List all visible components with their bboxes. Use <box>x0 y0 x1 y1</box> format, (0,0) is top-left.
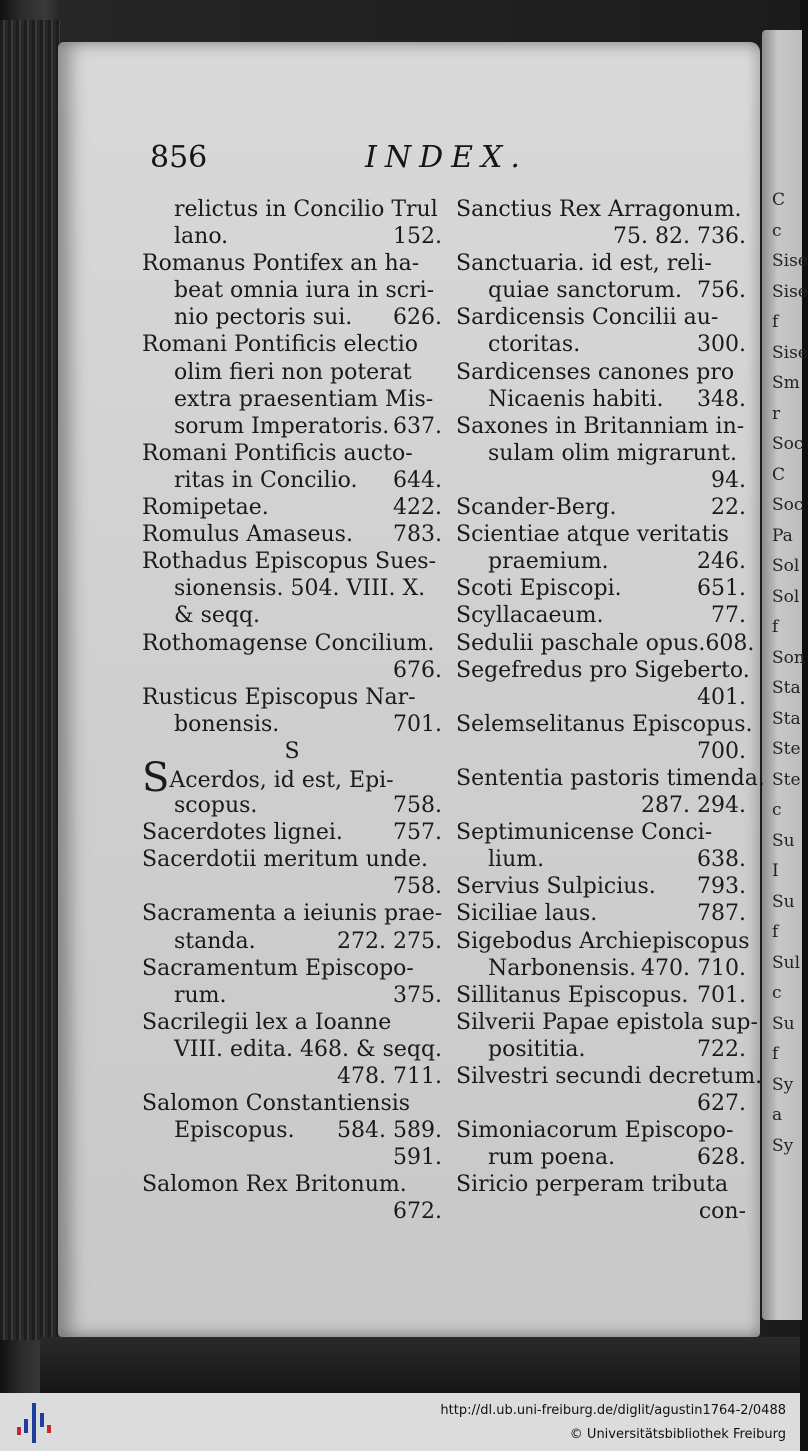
entry-text: lium. <box>488 847 545 873</box>
entry-text: Sanctuaria. id est, reli- <box>456 251 712 277</box>
entry-page-ref: 701. <box>697 982 746 1008</box>
index-entry-line <box>456 630 755 657</box>
entry-page-ref: 375. <box>393 982 442 1008</box>
entry-text: Sacramentum Episcopo- <box>142 955 414 981</box>
index-entry-line <box>142 982 442 1009</box>
entry-text: Sillitanus Episcopus. <box>456 982 689 1008</box>
next-page-fragment: f <box>772 1044 779 1064</box>
entry-text: Segefredus pro Sigeberto. <box>456 657 750 683</box>
index-entry-line <box>142 548 442 575</box>
entry-page-ref: 300. <box>697 332 746 358</box>
index-entry-line <box>142 846 442 873</box>
entry-text: 591. <box>393 1145 442 1171</box>
entry-page-ref: 701. <box>393 711 442 737</box>
entry-text: Siricio perperam tributa <box>456 1172 729 1198</box>
entry-text: Sacrilegii lex a Ioanne <box>142 1009 392 1035</box>
index-entry-line <box>456 494 746 521</box>
entry-page-ref: 272. 275. <box>337 928 442 954</box>
next-page-fragment: Soc <box>772 495 804 515</box>
entry-text: relictus in Concilio Trul <box>174 197 438 222</box>
entry-text: sorum Imperatoris. <box>174 413 390 439</box>
entry-text: 478. 711. <box>337 1064 442 1089</box>
entry-text: Episcopus. <box>174 1118 295 1144</box>
entry-text: Silverii Papae epistola sup- <box>456 1009 758 1035</box>
index-entry-line <box>456 900 746 927</box>
next-page-fragment: Su <box>772 1013 795 1034</box>
entry-text: standa. <box>174 928 256 954</box>
entry-text: Romanus Pontifex an ha- <box>142 251 420 277</box>
index-column-right <box>456 196 765 1226</box>
entry-text: olim fieri non poterat <box>174 359 412 385</box>
index-entry-line <box>142 955 442 982</box>
next-page-fragment: Su <box>772 891 795 912</box>
entry-text: bonensis. <box>174 711 280 737</box>
next-page-fragment: Pa <box>772 525 793 546</box>
index-entry-line <box>456 467 746 494</box>
index-entry-line <box>456 1090 746 1117</box>
entry-text: nio pectoris sui. <box>174 305 353 331</box>
index-entry-line <box>456 846 746 873</box>
index-entry-line <box>456 359 746 386</box>
index-entry-line <box>142 440 442 467</box>
index-entry-line <box>142 792 442 819</box>
entry-text: Nicaenis habiti. <box>488 386 664 412</box>
entry-text: beat omnia iura in scri- <box>174 278 435 304</box>
entry-text: Sacramenta a ieiunis prae- <box>142 901 443 927</box>
entry-page-ref: 608. <box>705 630 755 656</box>
entry-page-ref: 722. <box>697 1036 746 1062</box>
index-entry-line <box>456 548 746 575</box>
index-entry-line <box>456 386 746 413</box>
index-entry-line <box>142 1063 442 1090</box>
entry-text: 672. <box>393 1199 442 1225</box>
entry-text: scopus. <box>174 793 258 819</box>
index-entry-line <box>142 521 442 548</box>
index-entry-line <box>142 277 442 304</box>
entry-text: quiae sanctorum. <box>488 278 682 304</box>
entry-text: Selemselitanus Episcopus. <box>456 711 753 737</box>
index-entry-line <box>456 928 750 955</box>
ub-freiburg-logo-icon <box>14 1401 54 1445</box>
entry-page-ref: 637. <box>393 413 442 439</box>
entry-text: ritas in Concilio. <box>174 467 358 493</box>
entry-text: Rothomagense Concilium. <box>142 630 435 656</box>
entry-page-ref: 584. 589. <box>337 1118 442 1144</box>
next-page-fragment: Sta <box>772 708 801 729</box>
footer-bar <box>0 1393 800 1451</box>
entry-text: Scoti Episcopi. <box>456 576 622 602</box>
index-entry-line <box>456 602 746 629</box>
entry-text: rum. <box>174 982 227 1008</box>
entry-text: Servius Sulpicius. <box>456 874 656 900</box>
entry-page-ref: 22. <box>711 495 746 521</box>
index-entry-line <box>142 1171 442 1198</box>
index-entry-line <box>142 223 442 250</box>
entry-page-ref: 651. <box>697 576 746 602</box>
index-entry-line <box>456 982 746 1009</box>
index-entry-line <box>142 386 442 413</box>
entry-page-ref: 638. <box>697 847 746 873</box>
entry-page-ref: 758. <box>393 793 442 819</box>
index-column-left <box>142 196 442 1226</box>
next-page-fragment: Sol <box>772 586 800 607</box>
entry-text: Septimunicense Conci- <box>456 820 713 846</box>
entry-text: 287. 294. <box>641 793 746 819</box>
index-entry-line <box>456 1198 746 1225</box>
entry-text: 401. <box>697 684 746 710</box>
index-entry-line <box>142 467 442 494</box>
entry-text: Sententia pastoris timenda. <box>456 765 765 791</box>
index-entry-line <box>456 331 746 358</box>
entry-text: sionensis. 504. VIII. X. <box>174 576 426 602</box>
index-entry-line <box>456 792 746 819</box>
index-entry-line <box>456 1009 758 1036</box>
index-entry-line <box>142 250 442 277</box>
entry-text: Salomon Constantiensis <box>142 1091 411 1117</box>
page-bottom-shadow <box>40 1337 800 1393</box>
entry-text: 94. <box>711 467 746 493</box>
index-entry-line <box>142 819 442 846</box>
next-page-fragment: f <box>772 617 779 637</box>
index-entry-line <box>142 413 442 440</box>
next-page-fragment: Sm <box>772 373 800 393</box>
entry-text: Scyllacaeum. <box>456 603 604 629</box>
entry-text: Sacerdotii meritum unde. <box>142 847 429 873</box>
index-entry-line <box>142 1144 442 1171</box>
index-entry-line <box>142 630 442 657</box>
entry-text: sulam olim migrarunt. <box>488 440 737 466</box>
entry-text: Rusticus Episcopus Nar- <box>142 684 416 710</box>
next-page-fragment: C <box>772 190 786 210</box>
entry-text: Siciliae laus. <box>456 901 598 927</box>
index-entry-line <box>456 1144 746 1171</box>
entry-text: Sacerdotes lignei. <box>142 820 343 846</box>
index-entry-line <box>456 657 750 684</box>
entry-text: 75. 82. 736. <box>613 224 746 250</box>
index-entry-line <box>142 657 442 684</box>
entry-text: Scander-Berg. <box>456 495 617 521</box>
index-entry-line <box>142 1117 442 1144</box>
entry-page-ref: 152. <box>393 224 442 250</box>
next-page-fragment: Sul <box>772 952 801 973</box>
index-entry-line <box>142 873 442 900</box>
entry-text: con- <box>698 1199 746 1225</box>
entry-page-ref: 793. <box>697 874 746 900</box>
index-entry-line <box>456 277 746 304</box>
index-entry-line <box>456 738 746 765</box>
next-page-fragment: Sise <box>772 251 808 271</box>
index-entry-line <box>456 440 746 467</box>
next-page-fragment: c <box>772 983 782 1003</box>
entry-text: VIII. edita. 468. & seqq. <box>174 1036 443 1062</box>
entry-text: Romipetae. <box>142 495 269 521</box>
next-page-fragment: Sy <box>772 1074 794 1095</box>
entry-text: Salomon Rex Britonum. <box>142 1172 407 1198</box>
entry-text: 700. <box>697 738 746 764</box>
index-entry-line <box>456 250 746 277</box>
index-entry-line <box>456 819 746 846</box>
entry-text: Romulus Amaseus. <box>142 522 353 548</box>
entry-text: Sardicenses canones pro <box>456 359 735 385</box>
entry-text: 758. <box>393 874 442 900</box>
next-page-fragment: c <box>772 800 782 820</box>
entry-text: Romani Pontificis electio <box>142 332 419 358</box>
entry-text: posititia. <box>488 1036 586 1062</box>
index-entry-line <box>456 1117 746 1144</box>
entry-text: 627. <box>697 1091 746 1117</box>
index-entry-line <box>142 711 442 738</box>
entry-page-ref: 756. <box>697 278 746 304</box>
next-page-fragment: Sol <box>772 556 800 576</box>
index-entry-line <box>142 331 442 358</box>
entry-text: ctoritas. <box>488 332 581 358</box>
index-entry-line <box>142 602 442 629</box>
index-entry-line <box>456 711 753 738</box>
index-entry-line <box>142 1090 442 1117</box>
entry-text: rum poena. <box>488 1145 616 1171</box>
entry-text: Sardicensis Concilii au- <box>456 305 719 331</box>
index-entry-line <box>142 494 442 521</box>
section-letter: S <box>284 738 300 764</box>
next-page-fragment: Sy <box>772 1135 794 1156</box>
index-entry-line <box>142 684 442 711</box>
index-entry-line <box>142 359 442 386</box>
next-page-fragment: C <box>772 464 786 485</box>
index-entry-line <box>142 1036 442 1063</box>
index-entry-line <box>142 1009 442 1036</box>
entry-text: extra praesentiam Mis- <box>174 386 434 412</box>
index-entry-line <box>456 955 746 982</box>
index-entry-line <box>142 928 442 955</box>
next-page-fragment: Ste <box>772 769 801 790</box>
index-entry-line <box>142 196 442 223</box>
footer-url[interactable]: http://dl.ub.uni-freiburg.de/diglit/agustin1764-2/0488 <box>440 1403 786 1418</box>
entry-page-ref: 757. <box>393 820 442 846</box>
entry-page-ref: 422. <box>393 495 442 521</box>
entry-text: Silvestri secundi decretum. <box>456 1064 763 1089</box>
index-entry-line <box>142 1198 442 1225</box>
entry-page-ref: 644. <box>393 467 442 493</box>
entry-text: Acerdos, id est, Epi- <box>169 767 394 793</box>
next-page-fragment: Ste <box>772 739 801 759</box>
next-page-edge <box>762 30 802 1320</box>
next-page-fragment: r <box>772 403 781 424</box>
entry-text: Narbonensis. <box>488 955 637 981</box>
running-title: INDEX. <box>365 140 528 175</box>
index-entry-line <box>142 304 442 331</box>
page-number: 856 <box>150 140 208 175</box>
next-page-fragment: Sise <box>772 281 808 302</box>
next-page-fragment: f <box>772 312 779 332</box>
index-entry-line <box>142 900 442 927</box>
entry-text: Romani Pontificis aucto- <box>142 440 413 466</box>
entry-text: Simoniacorum Episcopo- <box>456 1118 734 1144</box>
index-entry-line <box>456 765 765 792</box>
entry-page-ref: 783. <box>393 522 442 548</box>
entry-page-ref: 628. <box>697 1145 746 1171</box>
index-entry-line <box>456 575 746 602</box>
footer-credit: © Universitätsbibliothek Freiburg <box>569 1427 786 1442</box>
index-entry-line <box>456 1171 746 1198</box>
next-page-fragment: Sta <box>772 678 801 698</box>
index-entry-line <box>456 873 746 900</box>
index-entry-line <box>142 575 442 602</box>
entry-text: Sigebodus Archiepiscopus <box>456 928 750 954</box>
next-page-fragment: Soc <box>772 434 804 454</box>
index-entry-line <box>456 304 746 331</box>
index-entry-line <box>456 196 746 223</box>
entry-text: & seqq. <box>174 603 261 629</box>
entry-page-ref: 787. <box>697 901 746 927</box>
entry-page-ref: 626. <box>393 305 442 331</box>
next-page-fragment: a <box>772 1105 783 1125</box>
entry-text: Sanctius Rex Arragonum. <box>456 197 742 222</box>
index-entry-line <box>456 413 746 440</box>
entry-text: Saxones in Britanniam in- <box>456 413 745 439</box>
entry-text: praemium. <box>488 549 609 575</box>
entry-text: Rothadus Episcopus Sues- <box>142 549 437 575</box>
entry-text: Sedulii paschale opus. <box>456 630 706 656</box>
index-entry-line <box>142 754 442 801</box>
entry-page-ref: 246. <box>697 549 746 575</box>
entry-text: 676. <box>393 657 442 683</box>
next-page-fragment: c <box>772 220 782 241</box>
index-entry-line <box>456 684 746 711</box>
entry-page-ref: 77. <box>711 603 746 629</box>
next-page-fragment: Sise <box>772 342 808 363</box>
index-entry-line <box>142 738 442 765</box>
index-entry-line <box>456 1036 746 1063</box>
index-entry-line <box>456 1063 763 1090</box>
next-page-fragment: Su <box>772 830 795 851</box>
index-entry-line <box>456 223 746 250</box>
entry-text: Scientiae atque veritatis <box>456 522 729 548</box>
book-spine <box>0 20 60 1340</box>
next-page-fragment: I <box>772 861 779 881</box>
index-entry-line <box>456 521 746 548</box>
entry-text: lano. <box>174 224 229 250</box>
entry-page-ref: 348. <box>697 386 746 412</box>
section-initial: S <box>142 754 170 801</box>
next-page-fragment: f <box>772 922 779 942</box>
next-page-fragment: Son <box>772 647 805 668</box>
entry-page-ref: 470. 710. <box>641 955 746 981</box>
